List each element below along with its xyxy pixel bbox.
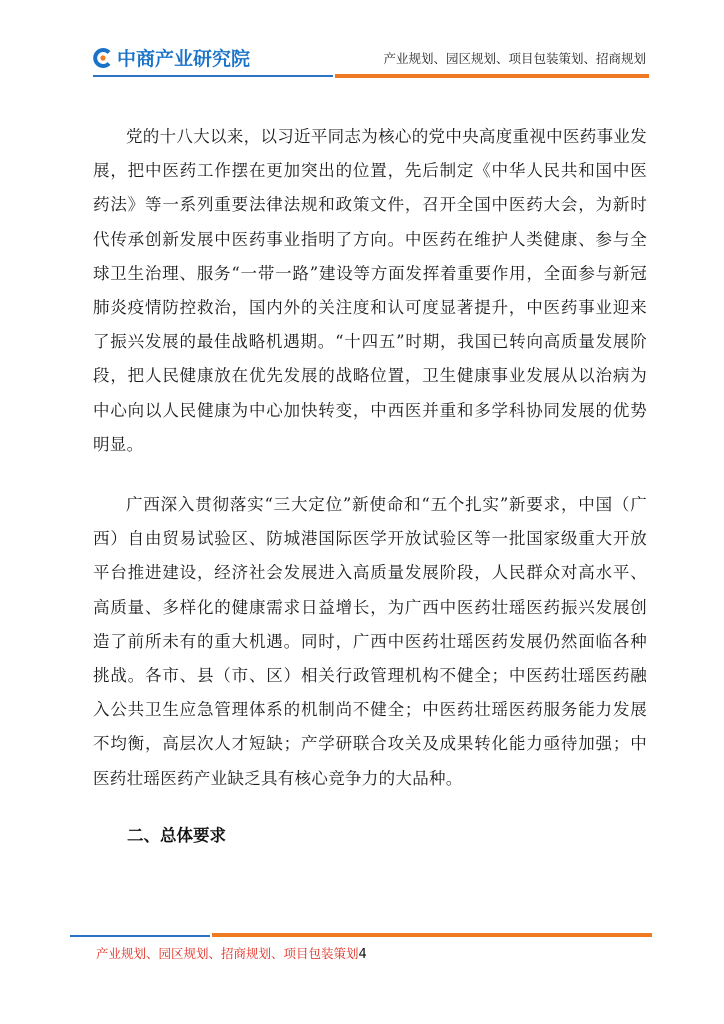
body-paragraph-2: 广西深入贯彻落实“三大定位”新使命和“五个扎实”新要求，中国（广西）自由贸易试验区、防城港国际医学开放试验区等一批国家级重大开放平台推进建设，经济社会发展进入高质量发展阶段，人民群众对高水平、高质量、多样化的健康需求日益增长，为广西中医药壮瑶医药振兴发展创造了前所未有的重大机遇。同时，广西中医药壮瑶医药发展仍然面临各种挑战。各市、县（市、区）相关行政管理机构不健全；中医药壮瑶医药融入公共卫生应急管理体系的机制尚不健全；中医药壮瑶医药服务能力发展不均衡，高层次人才短缺；产学研联合攻关及成果转化能力亟待加强；中医药壮瑶医药产业缺乏具有核心竞争力的大品种。: [93, 495, 647, 788]
header-divider-orange: [335, 74, 649, 78]
footer-slogan: 产业规划、园区规划、招商规划、项目包装策划: [96, 946, 359, 961]
header-slogan: 产业规划、园区规划、项目包装策划、招商规划: [383, 51, 646, 66]
footer-divider-blue: [70, 935, 210, 937]
logo-text: 中商产业研究院: [117, 48, 251, 70]
page-footer: [96, 944, 367, 962]
document-body: [93, 120, 647, 846]
page-header: [0, 0, 724, 82]
company-logo: [93, 44, 250, 71]
body-paragraph-1: 党的十八大以来，以习近平同志为核心的党中央高度重视中医药事业发展，把中医药工作摆在更加突出的位置，先后制定《中华人民共和国中医药法》等一系列重要法律法规和政策文件，召开全国中医药大会，为新时代传承创新发展中医药事业指明了方向。中医药在维护人类健康、参与全球卫生治理、服务“一带一路”建设等方面发挥着重要作用，全面参与新冠肺炎疫情防控救治，国内外的关注度和认可度显著提升，中医药事业迎来了振兴发展的最佳战略机遇期。“十四五”时期，我国已转向高质量发展阶段，把人民健康放在优先发展的战略位置，卫生健康事业发展从以治病为中心向以人民健康为中心加快转变，中西医并重和多学科协同发展的优势明显。: [93, 127, 647, 454]
logo-mark-icon: [93, 48, 113, 68]
section-heading: 二、总体要求: [127, 825, 226, 845]
footer-divider-orange: [212, 933, 652, 937]
header-divider-blue: [93, 75, 333, 77]
page-number: 4: [358, 947, 367, 962]
